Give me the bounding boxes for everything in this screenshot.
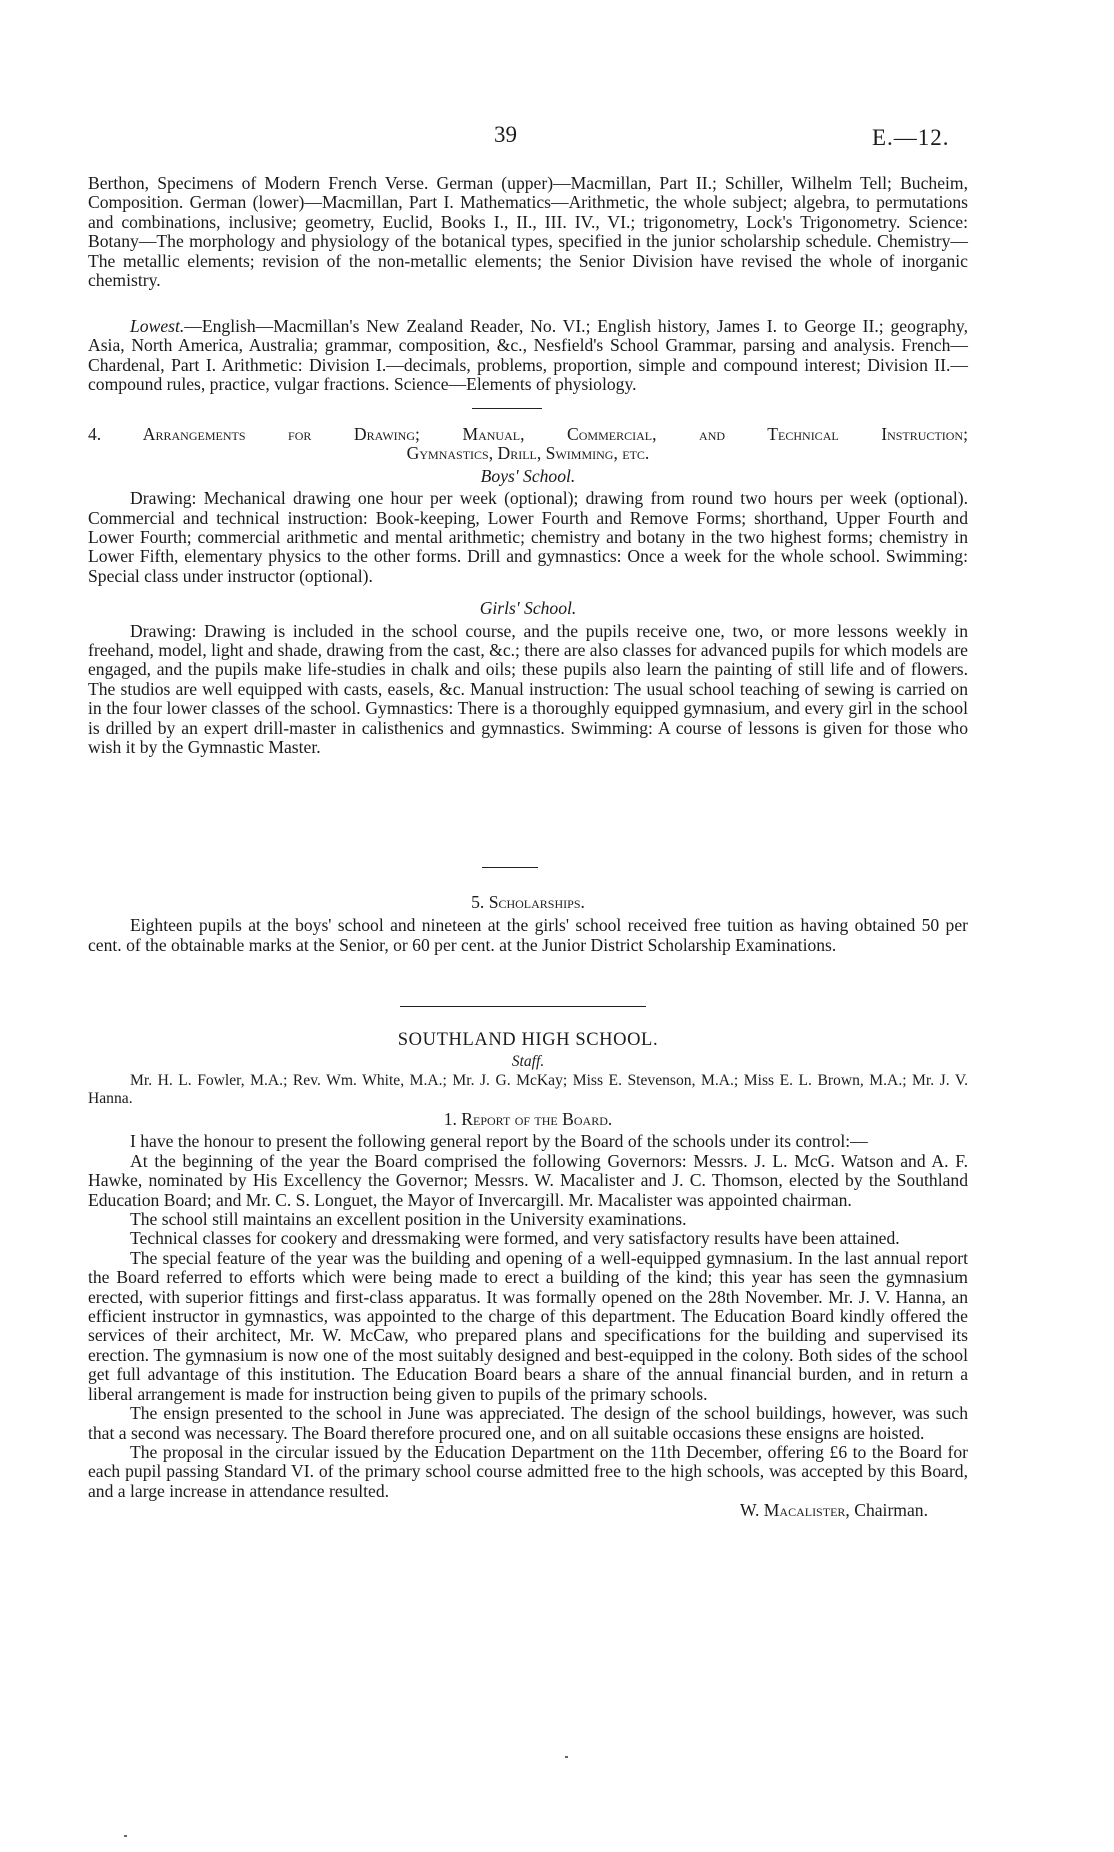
divider [400, 1006, 646, 1007]
divider [482, 867, 538, 868]
page-number: 39 [494, 122, 517, 147]
lowest-form-block [88, 317, 968, 395]
section-5 [88, 893, 968, 955]
lowest-label: Lowest. [130, 316, 185, 336]
report-paragraph: The special feature of the year was the building and opening of a well-equipped gymnasium. In the last annual report the Board referred to efforts which were being made to erect a building of the kind; this year has seen the gymnasium erected, with superior fittings and first-class apparatus. It was formally opened on the 28th November. Mr. J. V. Hanna, an efficient instructor in gymnastics, was appointed to the charge of this department. The Education Board kindly offered the services of their architect, Mr. W. McCaw, who prepared plans and specifications for the building and supervised its erection. The gymnasium is now one of the most suitably designed and best-equipped in the colony. Both sides of the school get full advantage of this institution. The Education Board bears a share of the annual financial burden, and in return a liberal arrangement is made for instruction being given to pupils of the primary schools. [88, 1247, 968, 1404]
report-paragraph: The ensign presented to the school in June was appreciated. The design of the school buildings, however, was such that a second was necessary. The Board therefore procured one, and on all suitable occasions these ensigns are hoisted. [88, 1403, 968, 1443]
report-paragraph: The school still maintains an excellent position in the University examinations. [130, 1209, 687, 1230]
signature [88, 1501, 968, 1520]
report-paragraph: I have the honour to present the following general report by the Board of the schools under its control:— [130, 1131, 868, 1152]
report-paragraph: Technical classes for cookery and dressmaking were formed, and very satisfactory results have been attained. [130, 1228, 900, 1249]
staff-label: Staff. [511, 1053, 545, 1070]
boys-school-paragraph: Drawing: Mechanical drawing one hour per week (optional); drawing from round two hours per week (optional). Commercial and technical instruction: Book-keeping, Lower Fourth and Remove Forms; shorthand, Upper Fourth and Lower Fourth; commercial arithmetic and mental arithmetic; chemistry and botany in the two highest forms; chemistry in Lower Fifth, elementary physics to the other forms. Drill and gymnastics: Once a week for the whole school. Swimming: Special class under instructor (optional). [88, 488, 968, 586]
report-paragraph: At the beginning of the year the Board comprised the following Governors: Messrs. J. L. McG. Watson and A. F. Hawke, nominated by His Excellency the Governor; Messrs. W. Macalister and J. C. Thomson, elected by the Southland Education Board; and Mr. C. S. Longuet, the Mayor of Invercargill. Mr. Macalister was appointed chairman. [88, 1150, 968, 1210]
print-speck [124, 1835, 127, 1837]
girls-school-title: Girls' School. [479, 598, 577, 619]
section-5-heading: 5. Scholarships. [471, 892, 585, 912]
section-4 [88, 425, 968, 758]
southland-title: SOUTHLAND HIGH SCHOOL. [397, 1030, 659, 1050]
scholarships-paragraph: Eighteen pupils at the boys' school and nineteen at the girls' school received free tuition as having obtained 50 per cent. of the obtainable marks at the Senior, or 60 per cent. at the Junior District Scholarship Examinations. [88, 915, 968, 955]
document-reference: E.—12. [872, 125, 950, 150]
continuation-paragraph: Berthon, Specimens of Modern French Verse. German (upper)—Macmillan, Part II.; Schiller, Wilhelm Tell; Bucheim, Composition. German (lower)—Macmillan, Part I. Mathematics—Arithmetic, the whole subject; algebra, to permutations and combinations, inclusive; geometry, Euclid, Books I., II., III. IV., VI.; trigonometry, Lock's Trigonometry. Science: Botany—The morphology and physiology of the botanical types, specified in the junior scholarship schedule. Chemistry—The metallic elements; revision of the non-metallic elements; the Senior Division have revised the whole of inorganic chemistry. [88, 173, 968, 291]
girls-school-paragraph: Drawing: Drawing is included in the school course, and the pupils receive one, two, or more lessons weekly in freehand, model, light and shade, drawing from the cast, &c.; there are also classes for advanced pupils for which models are engaged, and the pupils make life-studies in chalk and oils; these pupils also learn the painting of still life and of flowers. The studios are well equipped with casts, easels, &c. Manual instruction: The usual school teaching of sewing is carried on in the four lower classes of the school. Gymnastics: There is a thoroughly equipped gymnasium, and every girl in the school is drilled by an expert drill-master in calisthenics and gymnastics. Swimming: A course of lessons is given for those who wish it by the Gymnastic Master. [88, 620, 968, 758]
continuation-block [88, 174, 968, 290]
boys-school-title: Boys' School. [480, 465, 576, 486]
staff-list: Mr. H. L. Fowler, M.A.; Rev. Wm. White, M.A.; Mr. J. G. McKay; Miss E. Stevenson, M.A.; Miss E. L. Brown, M.A.; Mr. J. V. Hanna. [88, 1072, 968, 1107]
lowest-form-paragraph [88, 317, 968, 395]
lowest-text: —English—Macmillan's New Zealand Reader, No. VI.; English history, James I. to George II.; geography, Asia, North America, Australia; grammar, composition, &c., Nesfield's School Grammar, parsing and analysis. French—Chardenal, Part I. Arithmetic: Division I.—decimals, problems, proportion, simple and compound interest; Division II.—compound rules, practice, vulgar fractions. Science—Elements of physiology. [88, 316, 968, 395]
signature-name: W. Macalister, [739, 1500, 850, 1521]
signature-role: Chairman. [849, 1500, 928, 1521]
report-heading: 1. Report of the Board. [443, 1109, 613, 1129]
divider [472, 408, 542, 409]
report-paragraph: The proposal in the circular issued by the Education Department on the 11th December, offering £6 to the Board for each pupil passing Standard VI. of the primary school course admitted free to the high schools, was accepted by this Board, and a large increase in attendance resulted. [88, 1441, 968, 1501]
print-speck [565, 1756, 568, 1758]
section-4-heading: 4. Arrangements for Drawing; Manual, Commercial, and Technical Instruction; [88, 424, 968, 444]
section-4-subheading: Gymnastics, Drill, Swimming, etc. [406, 443, 650, 464]
southland-section [88, 1030, 968, 1521]
